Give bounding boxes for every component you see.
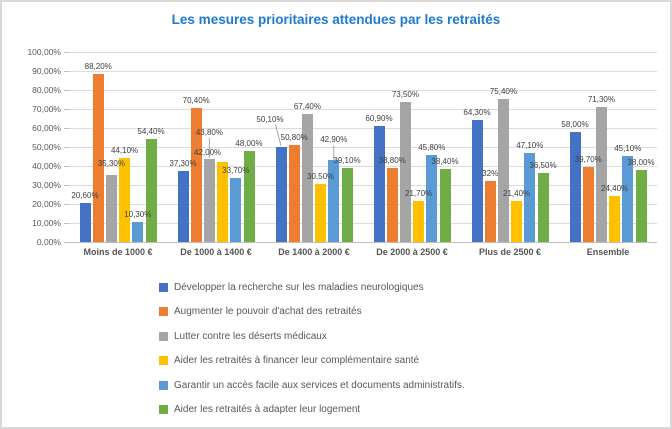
category-label: Ensemble	[586, 247, 630, 257]
gridline	[69, 90, 657, 91]
legend-label: Augmenter le pouvoir d'achat des retraités	[174, 306, 362, 318]
bar	[426, 155, 437, 242]
data-label: 47,10%	[516, 140, 544, 150]
y-axis-tick	[64, 185, 69, 186]
legend-swatch-icon	[159, 381, 168, 390]
y-tick-label: 40,00%	[32, 161, 61, 171]
bar	[400, 102, 411, 242]
legend-item	[159, 330, 465, 342]
y-axis-tick	[64, 223, 69, 224]
y-tick-label: 90,00%	[32, 66, 61, 76]
y-tick-label: 0,00%	[36, 237, 61, 247]
bar	[374, 126, 385, 242]
chart-title: Les mesures prioritaires attendues par les retraités	[171, 12, 501, 27]
data-label: 38,40%	[431, 157, 459, 167]
legend-item	[159, 379, 465, 391]
legend-swatch-icon	[159, 307, 168, 316]
data-label: 38,80%	[378, 156, 406, 166]
data-label: 50,10%	[256, 114, 284, 124]
data-label: 71,30%	[587, 94, 615, 104]
bar	[498, 99, 509, 242]
data-label: 37,30%	[169, 159, 197, 169]
bar	[485, 181, 496, 242]
data-label: 45,10%	[614, 144, 642, 154]
bar	[511, 201, 522, 242]
bar	[106, 175, 117, 242]
data-label: 32%	[482, 169, 499, 179]
data-label: 50,80%	[280, 133, 308, 143]
legend-swatch-icon	[159, 356, 168, 365]
legend-label: Lutter contre les déserts médicaux	[174, 330, 327, 342]
legend-swatch-icon	[159, 332, 168, 341]
legend	[159, 281, 465, 429]
y-tick-label: 80,00%	[32, 85, 61, 95]
data-label: 88,20%	[84, 62, 112, 72]
data-label: 70,40%	[182, 96, 210, 106]
bar	[289, 145, 300, 242]
y-tick-label: 10,00%	[32, 218, 61, 228]
gridline	[69, 109, 657, 110]
data-label: 33,70%	[222, 165, 250, 175]
bar	[119, 158, 130, 242]
data-label: 20,60%	[71, 190, 99, 200]
bar	[472, 120, 483, 242]
bar	[440, 169, 451, 242]
category-label: De 1400 à 2000 €	[278, 247, 350, 257]
legend-label: Aider les retraités à adapter leur logement	[174, 404, 361, 416]
data-label: 39,10%	[333, 155, 361, 165]
data-label: 48,00%	[235, 138, 263, 148]
data-label: 73,50%	[391, 90, 419, 100]
y-axis-tick	[64, 52, 69, 53]
bar	[609, 196, 620, 242]
bar	[387, 168, 398, 242]
legend-item	[159, 404, 465, 416]
y-tick-label: 50,00%	[32, 142, 61, 152]
bar	[583, 167, 594, 242]
data-label: 24,40%	[601, 183, 629, 193]
bar	[413, 201, 424, 242]
bar	[244, 151, 255, 242]
data-label: 42,90%	[320, 135, 348, 145]
bar	[596, 107, 607, 242]
data-label: 42,00%	[194, 148, 222, 158]
data-label: 67,40%	[293, 101, 321, 111]
y-axis-tick	[64, 147, 69, 148]
data-label: 58,00%	[561, 119, 589, 129]
legend-label: Développer la recherche sur les maladies neurologiques	[174, 281, 424, 293]
category-label: Moins de 1000 €	[83, 247, 153, 257]
data-label: 60,90%	[365, 114, 393, 124]
data-label: 38,00%	[627, 157, 655, 167]
bar	[342, 168, 353, 242]
data-label: 21,40%	[503, 189, 531, 199]
category-label: Plus de 2500 €	[478, 247, 542, 257]
bar	[80, 203, 91, 242]
bar	[538, 173, 549, 242]
data-label: 35,30%	[97, 158, 125, 168]
legend-label: Aider les retraités à financer leur complémentaire santé	[174, 355, 420, 367]
x-axis-line	[64, 242, 657, 243]
data-label: 43,80%	[195, 127, 223, 137]
y-axis-tick	[64, 71, 69, 72]
bar	[570, 132, 581, 242]
data-label: 45,80%	[418, 142, 446, 152]
data-label: 36,50%	[529, 160, 557, 170]
y-tick-label: 100,00%	[27, 47, 61, 57]
data-label: 30,50%	[307, 172, 335, 182]
bar	[315, 184, 326, 242]
category-label: De 1000 à 1400 €	[180, 247, 252, 257]
y-tick-label: 20,00%	[32, 199, 61, 209]
data-label: 39,70%	[574, 154, 602, 164]
y-axis-tick	[64, 90, 69, 91]
y-axis-tick	[64, 204, 69, 205]
data-label: 44,10%	[111, 146, 139, 156]
y-axis-tick	[64, 128, 69, 129]
data-label: 54,40%	[137, 126, 165, 136]
bar	[622, 156, 633, 242]
data-label: 21,70%	[405, 188, 433, 198]
legend-item	[159, 306, 465, 318]
data-label: 75,40%	[489, 86, 517, 96]
gridline	[69, 71, 657, 72]
bar	[132, 222, 143, 242]
bar	[636, 170, 647, 242]
gridline	[69, 52, 657, 53]
category-label: De 2000 à 2500 €	[376, 247, 448, 257]
bar	[146, 139, 157, 242]
data-label: 10,30%	[124, 210, 152, 220]
legend-item	[159, 355, 465, 367]
legend-swatch-icon	[159, 405, 168, 414]
bar	[230, 178, 241, 242]
y-tick-label: 70,00%	[32, 104, 61, 114]
bar	[204, 159, 215, 242]
y-axis-tick	[64, 166, 69, 167]
data-label: 64,30%	[463, 107, 491, 117]
legend-item	[159, 281, 465, 293]
bar	[178, 171, 189, 242]
y-axis-tick	[64, 109, 69, 110]
legend-swatch-icon	[159, 283, 168, 292]
legend-label: Garantir un accès facile aux services et documents administratifs.	[174, 379, 465, 391]
y-tick-label: 60,00%	[32, 123, 61, 133]
bar	[276, 147, 287, 242]
y-tick-label: 30,00%	[32, 180, 61, 190]
